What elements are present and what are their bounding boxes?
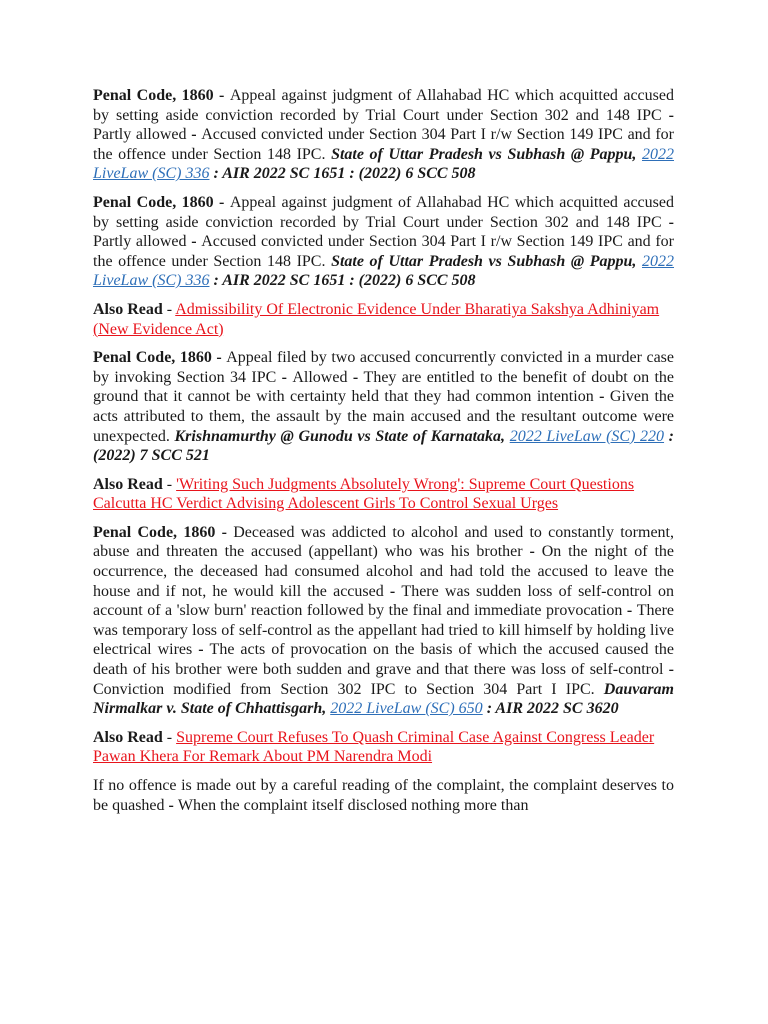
also-read-link[interactable]: 'Writing Such Judgments Absolutely Wrong': Supreme Court Questions Calcutta HC Verdict Advising Adolescent Girls To Control Sexual Urges [93, 475, 635, 513]
case-name: State of Uttar Pradesh vs Subhash @ Pappu, [331, 145, 642, 163]
also-read-label: Also Read [93, 475, 163, 493]
citation-link[interactable]: 2022 LiveLaw (SC) 220 [509, 427, 665, 445]
citation-text: : AIR 2022 SC 1651 : (2022) 6 SCC 508 [209, 165, 476, 183]
citation-text: : (2022) 7 SCC 521 [93, 427, 675, 465]
case-paragraph-3: Penal Code, 1860 - Appeal filed by two accused concurrently convicted in a murder case by invoking Section 34 IPC - Allowed - They are entitled to the benefit of doubt on the ground that it cannot be with certainty held that they had common intention - Given the acts attributed to them, the assault by the main accused and the resultant outcome were unexpected. Krishnamurthy @ Gunodu vs State of Karnataka, 2022 LiveLaw (SC) 220 : (2022) 7 SCC 521 [93, 349, 675, 465]
case-paragraph-5: If no offence is made out by a careful reading of the complaint, the complaint deserves to be quashed - When the complaint itself disclosed nothing more than [93, 777, 674, 814]
citation-text: : AIR 2022 SC 1651 : (2022) 6 SCC 508 [209, 272, 476, 290]
act-heading: Penal Code, 1860 - [93, 87, 230, 104]
document-body [93, 86, 674, 815]
also-read-link[interactable]: Supreme Court Refuses To Quash Criminal Case Against Congress Leader Pawan Khera For Remark About PM Narendra Modi [93, 728, 655, 766]
citation-link[interactable]: 2022 LiveLaw (SC) 336 [93, 145, 674, 183]
also-read-label: Also Read [93, 728, 163, 746]
also-read-1: Also Read - Admissibility Of Electronic Evidence Under Bharatiya Sakshya Adhiniyam (New Evidence Act) [93, 300, 660, 338]
case-paragraph-4: Penal Code, 1860 - Deceased was addicted to alcohol and used to constantly torment, abuse and threaten the accused (appellant) who was his brother - On the night of the occurrence, the deceased had consumed alcohol and had told the accused to leave the house and if not, he would kill the accused - There was sudden loss of self-control on account of a 'slow burn' reaction followed by the final and immediate provocation - There was temporary loss of self-control as the appellant had tried to kill himself by holding live electrical wires - The acts of provocation on the basis of which the accused caused the death of his brother were both sudden and grave and that there was loss of self-control - Conviction modified from Section 302 IPC to Section 304 Part I IPC. Dauvaram Nirmalkar v. State of Chhattisgarh, 2022 LiveLaw (SC) 650 : AIR 2022 SC 3620 [93, 523, 675, 718]
also-read-2: Also Read - 'Writing Such Judgments Absolutely Wrong': Supreme Court Questions Calcutta HC Verdict Advising Adolescent Girls To Control Sexual Urges [93, 475, 635, 513]
case-paragraph-2: Penal Code, 1860 - Appeal against judgment of Allahabad HC which acquitted accused by setting aside conviction recorded by Trial Court under Section 302 and 148 IPC - Partly allowed - Accused convicted under Section 304 Part I r/w Section 149 IPC and for the offence under Section 148 IPC. State of Uttar Pradesh vs Subhash @ Pappu, 2022 LiveLaw (SC) 336 : AIR 2022 SC 1651 : (2022) 6 SCC 508 [93, 193, 674, 290]
citation-link[interactable]: 2022 LiveLaw (SC) 336 [93, 252, 674, 290]
also-read-3: Also Read - Supreme Court Refuses To Quash Criminal Case Against Congress Leader Pawan Khera For Remark About PM Narendra Modi [93, 728, 655, 766]
citation-text: : AIR 2022 SC 3620 [482, 700, 619, 718]
citation-link[interactable]: 2022 LiveLaw (SC) 650 [330, 700, 483, 718]
case-name: Dauvaram Nirmalkar v. State of Chhattisgarh, [93, 680, 674, 718]
act-heading: Penal Code, 1860 - [93, 193, 230, 211]
act-heading: Penal Code, 1860 - [93, 523, 234, 541]
also-read-label: Also Read [93, 300, 163, 318]
act-heading: Penal Code, 1860 - [93, 349, 227, 367]
case-name: Krishnamurthy @ Gunodu vs State of Karnataka, [174, 427, 510, 445]
case-name: State of Uttar Pradesh vs Subhash @ Pappu, [331, 252, 642, 270]
also-read-link[interactable]: Admissibility Of Electronic Evidence Under Bharatiya Sakshya Adhiniyam (New Evidence Act) [93, 300, 660, 338]
case-paragraph-1: Penal Code, 1860 - Appeal against judgment of Allahabad HC which acquitted accused by setting aside conviction recorded by Trial Court under Section 302 and 148 IPC - Partly allowed - Accused convicted under Section 304 Part I r/w Section 149 IPC and for the offence under Section 148 IPC. State of Uttar Pradesh vs Subhash @ Pappu, 2022 LiveLaw (SC) 336 : AIR 2022 SC 1651 : (2022) 6 SCC 508 [93, 87, 674, 183]
